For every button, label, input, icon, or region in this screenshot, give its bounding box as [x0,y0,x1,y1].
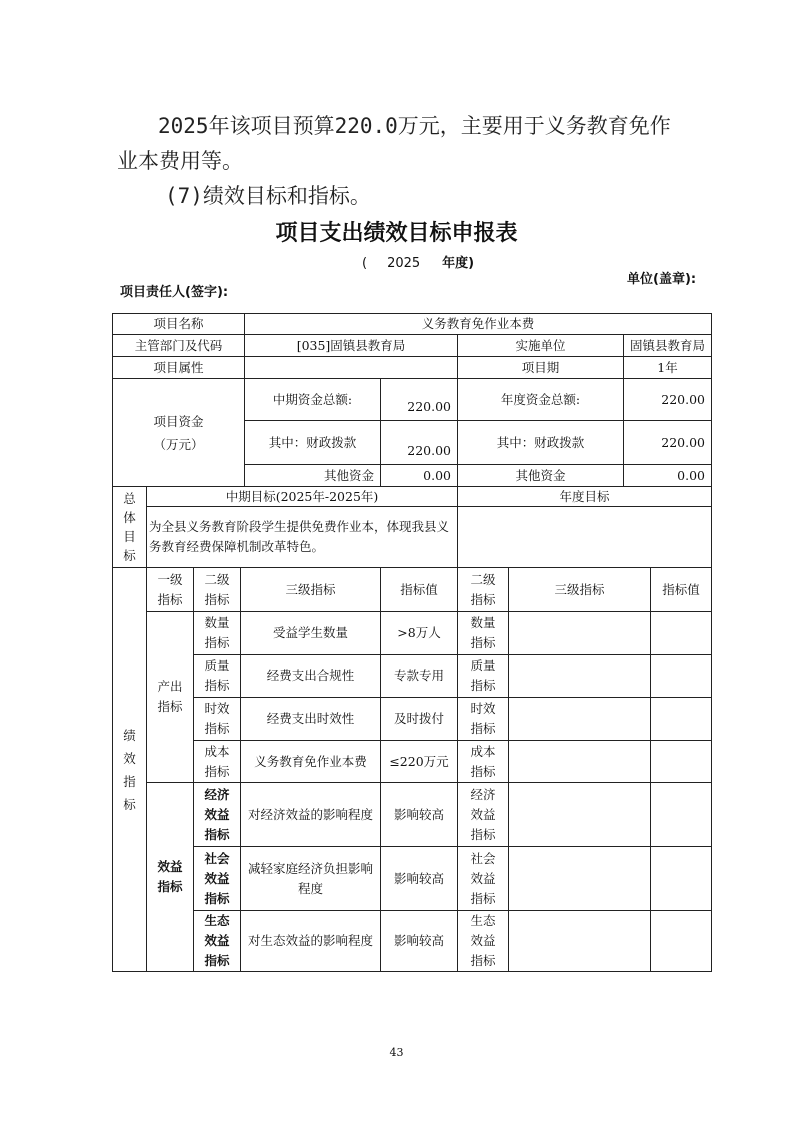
row-level2-right: 生态 效益 指标 [457,910,509,972]
header-value-right: 指标值 [650,567,712,612]
year-fiscal-label: 其中：财政拨款 [457,420,624,465]
mid-other-label: 其他资金 [244,464,381,487]
year-value: 2025 [387,256,421,271]
row-value-right [650,611,712,655]
row-value-right [650,740,712,783]
row-level3-right [508,611,651,655]
year-goal-text [457,506,712,568]
header-level3-right: 三级指标 [508,567,651,612]
row-level3-right [508,782,651,847]
row-level3-right [508,740,651,783]
benefit-indicator-label: 效益 指标 [146,782,194,972]
row-value: ≤220万元 [380,740,458,783]
row-level2-right: 质量 指标 [457,654,509,698]
header-level3: 三级指标 [240,567,381,612]
row-level3: 义务教育免作业本费 [240,740,381,783]
project-attr-value [244,356,458,379]
year-goal-header: 年度目标 [457,486,712,507]
row-level2: 质量 指标 [193,654,241,698]
output-indicator-label: 产出 指标 [146,611,194,783]
page-number: 43 [389,1046,404,1059]
row-level3: 受益学生数量 [240,611,381,655]
row-level2: 社会 效益 指标 [193,846,241,911]
intro-paragraph-line2: 业本费用等。 [117,149,243,173]
row-level3: 对经济效益的影响程度 [240,782,381,847]
row-value: 及时拨付 [380,697,458,741]
dept-label: 主管部门及代码 [112,334,245,357]
dept-value: [035]固镇县教育局 [244,334,458,357]
mid-other-value: 0.00 [380,464,458,487]
row-level3: 减轻家庭经济负担影响程度 [240,846,381,911]
row-value: 影响较高 [380,782,458,847]
row-level2-right: 经济 效益 指标 [457,782,509,847]
mid-total-value: 220.00 [380,378,458,421]
header-level1: 一级 指标 [146,567,194,612]
row-level2: 时效 指标 [193,697,241,741]
impl-unit-label: 实施单位 [457,334,624,357]
row-value-right [650,782,712,847]
section-heading: (7)绩效目标和指标。 [165,184,371,208]
unit-seal-label: 单位(盖章): [627,272,697,287]
project-name-value: 义务教育免作业本费 [244,313,712,335]
row-value-right [650,697,712,741]
row-value: 影响较高 [380,910,458,972]
header-value: 指标值 [380,567,458,612]
year-fiscal-value: 220.00 [623,420,712,465]
year-other-value: 0.00 [623,464,712,487]
row-level3-right [508,697,651,741]
header-level2: 二级 指标 [193,567,241,612]
perf-indicator-label: 绩 效 指 标 [112,567,147,972]
row-level2-right: 社会 效益 指标 [457,846,509,911]
row-level2: 成本 指标 [193,740,241,783]
year-open: ( [362,256,368,271]
mid-total-label: 中期资金总额: [244,378,381,421]
mid-fiscal-label: 其中：财政拨款 [244,420,381,465]
year-close: 年度) [442,256,475,271]
row-value: 影响较高 [380,846,458,911]
row-level3: 对生态效益的影响程度 [240,910,381,972]
row-value-right [650,910,712,972]
project-attr-label: 项目属性 [112,356,245,379]
row-value-right [650,654,712,698]
mid-fiscal-value: 220.00 [380,420,458,465]
responsible-label: 项目责任人(签字): [120,285,229,300]
form-title: 项目支出绩效目标申报表 [275,221,518,246]
row-level3-right [508,654,651,698]
row-value: 专款专用 [380,654,458,698]
row-level2: 数量 指标 [193,611,241,655]
impl-unit-value: 固镇县教育局 [623,334,712,357]
row-value-right [650,846,712,911]
project-name-label: 项目名称 [112,313,245,335]
project-period-value: 1年 [623,356,712,379]
year-total-label: 年度资金总额: [457,378,624,421]
row-level2: 经济 效益 指标 [193,782,241,847]
row-level3: 经费支出合规性 [240,654,381,698]
row-level3-right [508,846,651,911]
project-period-label: 项目期 [457,356,624,379]
year-other-label: 其他资金 [457,464,624,487]
intro-paragraph-line1: 2025年该项目预算220.0万元，主要用于义务教育免作 [158,114,671,138]
header-level2-right: 二级 指标 [457,567,509,612]
row-level2-right: 成本 指标 [457,740,509,783]
mid-goal-header: 中期目标(2025年-2025年) [146,486,458,507]
funds-label: 项目资金 （万元） [112,378,245,487]
mid-goal-text: 为全县义务教育阶段学生提供免费作业本，体现我县义务教育经费保障机制改革特色。 [146,506,458,568]
row-level2: 生态 效益 指标 [193,910,241,972]
year-line [362,252,474,271]
row-level2-right: 时效 指标 [457,697,509,741]
row-level3-right [508,910,651,972]
year-total-value: 220.00 [623,378,712,421]
row-level3: 经费支出时效性 [240,697,381,741]
overall-goal-label: 总 体 目 标 [112,486,147,568]
row-value: >8万人 [380,611,458,655]
row-level2-right: 数量 指标 [457,611,509,655]
